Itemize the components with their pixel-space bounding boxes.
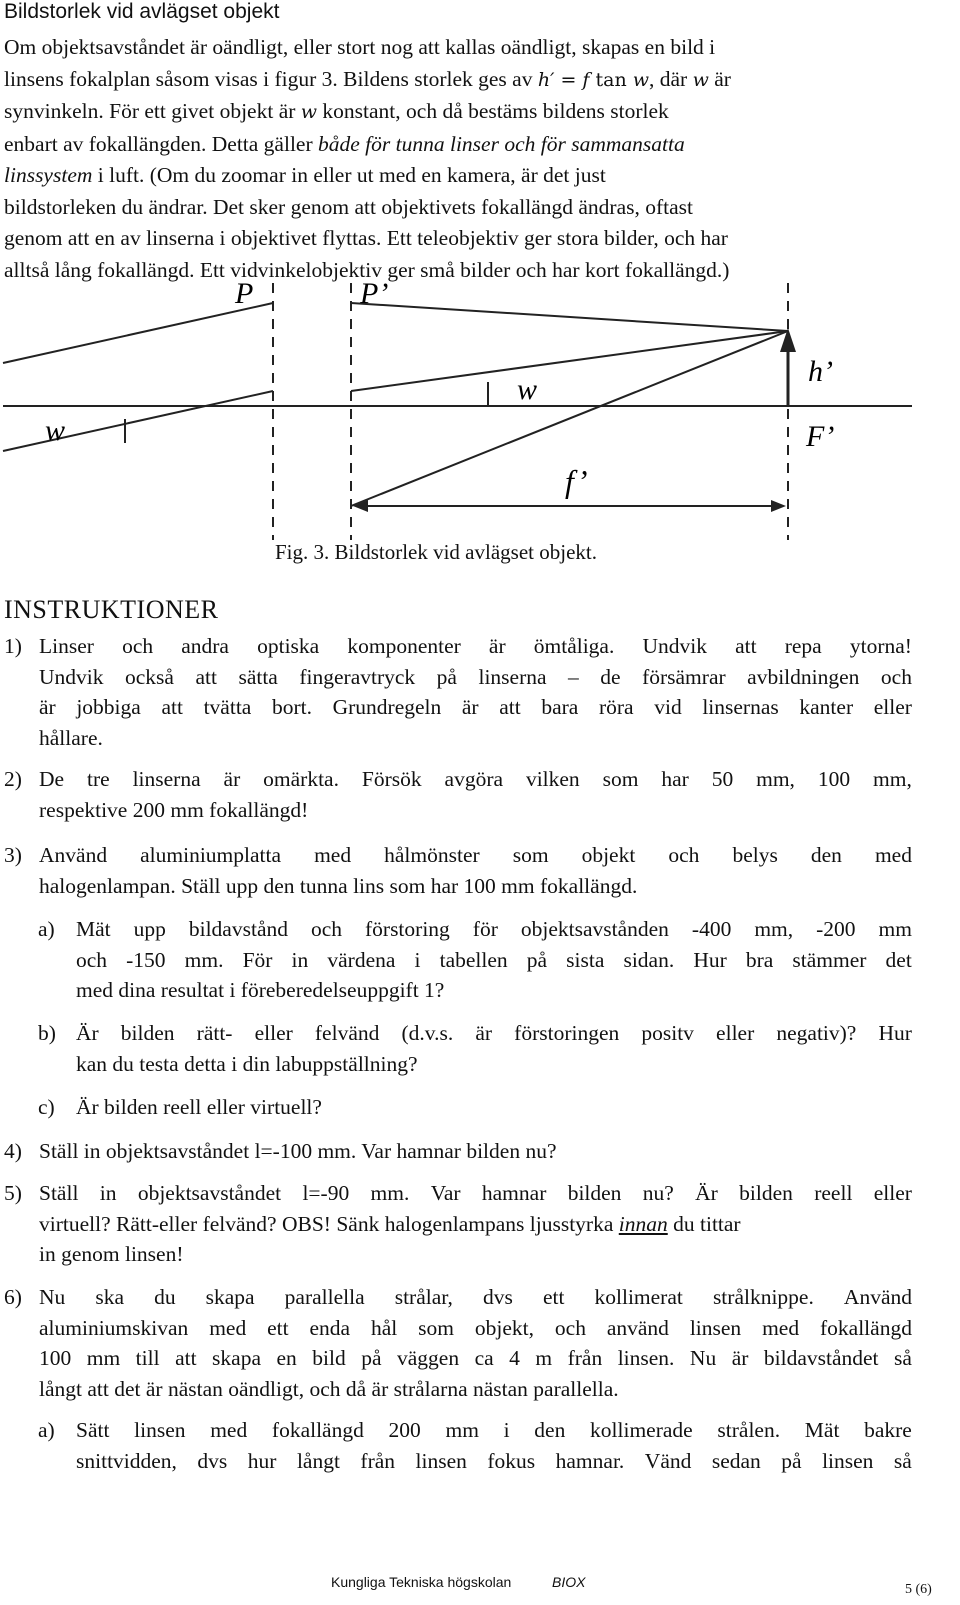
word: och [122,634,154,658]
word: -200 [816,917,856,941]
word: felvänd [314,1021,380,1045]
word: mm. [184,947,224,972]
word: mm. [370,1181,410,1205]
item-text [39,840,912,901]
item-line: med dina resultat i föreberedelseuppgift 1? [76,978,445,1002]
item-line [39,1313,912,1344]
word: aluminiumplatta [140,843,282,867]
item-text [39,1178,912,1270]
footer-course: BIOX [552,1574,586,1590]
formula-equals: = [554,68,583,91]
word: enda [309,1315,351,1340]
item-number: 6) [4,1285,22,1309]
word: Mät [804,1418,840,1442]
incoming-ray-lower [3,391,273,451]
word: är [39,695,56,719]
word: och [554,1315,586,1340]
word: m [535,1346,553,1370]
word: ett [267,1315,289,1340]
intro-text: , där [649,66,693,91]
word: strålknippe. [712,1285,814,1309]
word: på [361,1346,382,1370]
item-text-part: du tittar [667,1211,741,1236]
emphasis-innan: innan [618,1211,668,1236]
formula-f: f [582,68,590,91]
item-line: kan du testa detta i din labuppställning? [76,1051,418,1076]
word: linsen [689,1315,742,1340]
item-number: 5) [4,1181,22,1205]
word: bilden [739,1181,793,1205]
word: optiska [257,634,320,658]
word: bra [745,947,774,972]
intro-emphasis: både för tunna linser och för sammansatta [318,131,685,156]
word: så [894,1346,912,1370]
word: bild [312,1346,346,1370]
word: in [291,947,309,972]
word: från [567,1346,603,1370]
word: är [488,634,506,658]
word: (d.v.s. [401,1021,454,1045]
word: belys [732,843,778,867]
footer-organization: Kungliga Tekniska högskolan [331,1574,512,1590]
word: att [175,1346,197,1370]
word: för [472,917,498,941]
intro-line: bildstorleken du ändrar. Det sker genom att objektivets fokallängd ändras, oftast [4,194,694,219]
word: förstoringen [514,1021,620,1045]
word: sidan. [623,947,675,972]
word: mm, [873,767,912,791]
word: linsernas [702,695,779,719]
symbol-w: w [692,68,709,91]
intro-text: enbart av fokallängden. Detta gäller [4,131,318,156]
word: Använd [39,843,108,867]
item-number: 3) [4,843,22,867]
item-line [76,914,912,945]
word: röra [598,695,634,719]
formula-h: h′ [537,68,555,91]
word: bakre [864,1418,912,1442]
word: att [735,634,757,658]
item-number: a) [38,917,55,941]
item-line: in genom linsen! [39,1242,184,1266]
word: hamnar [481,1181,547,1205]
word: Hur [878,1021,912,1045]
word: linsen [415,1448,467,1473]
item-text [39,1282,912,1404]
word: För [242,947,273,972]
word: strålen. [717,1418,781,1442]
intro-text: linsens fokalplan såsom visas i figur 3. Bildens storlek ges av [4,66,538,91]
word: reell [814,1181,853,1205]
label-f-prime-focus: F’ [806,420,835,453]
word: aluminiumskivan [39,1315,189,1340]
word: att [499,695,521,719]
item-text [76,1092,912,1123]
item-text [76,914,912,1006]
word: -150 [126,947,166,972]
item-number: b) [38,1021,56,1045]
word: Är [695,1181,718,1205]
incoming-ray-upper [3,303,273,363]
word: med [210,1418,248,1442]
word: hål [370,1315,398,1340]
item-number: c) [38,1095,55,1119]
word: Mät [76,917,111,941]
symbol-w: w [300,101,318,123]
word: objekt [581,843,636,867]
intro-line [4,129,944,161]
item-line [76,1446,912,1477]
word: objekt, [474,1315,535,1340]
word: Linser [39,634,94,658]
word: parallella [284,1285,365,1309]
word: vilken [525,767,580,791]
word: Försök [361,767,422,791]
formula-tan: tan [589,68,633,91]
word: bilden [567,1181,622,1205]
word: hamnar. [555,1448,625,1473]
word: andra [181,634,229,658]
word: den [810,843,842,867]
word: linsen. [617,1346,675,1370]
word: du [154,1285,176,1309]
instructions-title: INSTRUKTIONER [4,595,219,624]
word: kanter [799,695,854,719]
item-line [76,945,912,976]
item-text [39,764,912,825]
word: den [534,1418,566,1442]
item-text [39,631,912,753]
word: eller [873,695,912,719]
word: med [314,843,352,867]
intro-text: synvinkeln. För ett givet objekt är [4,99,301,123]
label-p-prime: P’ [360,283,389,310]
word: tabellen [439,947,508,972]
word: hålmönster [384,843,480,867]
word: linserna [132,767,201,791]
word: har [661,767,689,791]
word: är [475,1021,493,1045]
word: de [600,664,621,689]
word: Nu [689,1346,717,1370]
intro-emphasis: linssystem [4,163,93,187]
intro-text: konstant, och då bestäms bildens storlek [317,99,669,123]
word: fokallängd [271,1418,364,1442]
dimension-arrowhead-right [771,500,786,512]
item-line: halogenlampan. Ställ upp den tunna lins som har 100 mm fokallängd. [39,873,638,898]
item-line: långt att det är nästan oändligt, och då är strålarna nästan parallella. [39,1376,619,1401]
intro-paragraph [4,32,944,286]
word: strålar, [394,1285,453,1309]
word: objektsavståndet [137,1181,282,1205]
intro-line [4,160,944,192]
word: jobbiga [76,695,141,719]
word: negativ)? [776,1021,857,1045]
word: Nu [39,1285,66,1309]
word: fokus [487,1448,536,1473]
word: skapa [212,1346,261,1370]
word: omärkta. [263,767,339,791]
word: bilden [120,1021,175,1045]
item-line [39,1209,912,1240]
word: bildavståndet [763,1346,879,1370]
item-number: a) [38,1418,55,1442]
item-line: Är bilden reell eller virtuell? [76,1095,322,1119]
word: ytorna! [849,634,912,658]
word: på [781,1448,802,1473]
item-line [76,1415,912,1446]
item-number: 1) [4,634,22,658]
item-text [76,1018,912,1079]
word: De [39,767,65,791]
word: från [360,1448,396,1473]
word: är [223,767,241,791]
word: snittvidden, [76,1448,177,1473]
word: upp [133,917,166,941]
word: och [310,917,343,941]
word: Ställ [39,1181,79,1205]
word: Hur [693,947,727,972]
word: – [568,664,579,689]
word: 100 [39,1346,72,1370]
word: linserna [478,664,547,689]
word: i [503,1418,510,1442]
word: är [461,695,479,719]
word: 200 [388,1418,421,1442]
word: Undvik [39,664,104,689]
intro-line [4,96,944,129]
word: Undvik [642,634,707,658]
formula-w: w [632,68,650,91]
label-h-prime: h’ [808,355,833,388]
word: ska [95,1285,125,1309]
word: ca [474,1346,494,1370]
word: 100 [817,767,851,791]
item-line [39,840,912,871]
word: hur [247,1448,277,1473]
word: Grundregeln [332,695,442,719]
item-line [39,764,912,795]
word: mm [445,1418,479,1442]
word: på [526,947,548,972]
item-number: 4) [4,1139,22,1163]
word: bara [541,695,579,719]
word: mm, [754,917,794,941]
intro-text: i luft. (Om du zoomar in eller ut med en kamera, är det just [92,163,606,187]
word: mm [86,1346,121,1370]
outgoing-ray-upper [351,303,788,331]
label-w-mid: w [517,373,538,406]
word: att [195,664,217,689]
intro-text: är [708,66,731,91]
word: bildavstånd [188,917,288,941]
word: med [762,1315,800,1340]
word: stämmer [792,947,867,972]
word: använd [606,1315,669,1340]
word: 50 [711,767,734,791]
word: som [418,1315,454,1340]
word: fingeravtryck [299,664,416,689]
word: också [125,664,174,689]
word: som [602,767,639,791]
word: mm, [756,767,795,791]
word: tre [86,767,110,791]
word: Sätt [76,1418,110,1442]
word: tvätta [203,695,252,719]
word: kollimerade [590,1418,693,1442]
word: fokallängd [820,1315,912,1340]
word: det [885,947,912,972]
word: en [276,1346,297,1370]
word: med [874,843,912,867]
item-line [39,631,912,662]
page-number: 5 (6) [905,1582,932,1597]
word: är [731,1346,749,1370]
word: ömtåliga. [533,634,615,658]
word: och [76,947,108,972]
word: vid [654,695,682,719]
item-line: respektive 200 mm fokallängd! [39,797,309,822]
item-text-part: virtuell? Rätt-eller felvänd? OBS! Sänk halogenlampans ljusstyrka [39,1211,619,1236]
item-line [39,1343,912,1374]
item-line: Ställ in objektsavståndet l=-100 mm. Var hamnar bilden nu? [39,1139,557,1163]
word: bort. [271,695,312,719]
intro-line [4,64,944,97]
word: l=-90 [302,1181,350,1205]
item-line [76,1018,912,1049]
word: att [161,695,183,719]
item-number: 2) [4,767,22,791]
optics-diagram [0,283,960,543]
word: så [893,1448,912,1473]
word: förstoring [365,917,450,941]
word: mm [878,917,912,941]
label-f-prime-length: f’ [565,463,588,499]
word: ett [542,1285,565,1309]
word: -400 [691,917,732,941]
word: avgöra [444,767,504,791]
word: i [414,947,421,972]
word: rätt- [196,1021,233,1045]
word: eller [716,1021,755,1045]
word: dvs [483,1285,513,1309]
word: in [99,1181,117,1205]
word: värdena [327,947,396,972]
word: kollimerat [594,1285,683,1309]
word: väggen [396,1346,460,1370]
intro-line: genom att en av linserna i objektivet flyttas. Ett teleobjektiv ger stora bilder, och har [4,226,728,250]
word: komponenter [347,634,461,658]
word: sätta [238,664,278,689]
word: eller [873,1181,912,1205]
word: nu? [642,1181,674,1205]
word: Använd [843,1285,912,1309]
word: objektsavstånden [520,917,669,941]
word: sista [566,947,605,972]
word: linsen [822,1448,874,1473]
item-line [39,692,912,723]
word: och [880,664,912,689]
word: och [668,843,700,867]
intro-line: alltså lång fokallängd. Ett vidvinkelobjektiv ger små bilder och har kort fokallängd.) [4,257,730,282]
section-heading: Bildstorlek vid avlägset objekt [4,0,280,23]
outgoing-ray-lower [351,331,788,391]
word: långt [296,1448,340,1473]
word: Var [430,1181,461,1205]
intro-line: Om objektsavståndet är oändligt, eller stort nog att kallas oändligt, skapas en bild i [4,35,716,59]
word: avbildningen [747,664,860,689]
word: positv [641,1021,694,1045]
word: dvs [197,1448,228,1473]
item-text [76,1415,912,1476]
word: på [436,664,457,689]
word: skapa [205,1285,255,1309]
word: repa [784,634,822,658]
item-line [39,1282,912,1313]
word: Är [76,1021,99,1045]
word: Vänd [644,1448,692,1473]
item-text [39,1136,912,1167]
item-line [39,662,912,693]
label-w-left: w [45,414,66,447]
label-p: P [235,283,254,310]
word: försämrar [642,664,726,689]
figure-caption: Fig. 3. Bildstorlek vid avlägset objekt. [275,540,597,564]
word: som [512,843,549,867]
item-line: hållare. [39,725,103,750]
word: linsen [134,1418,186,1442]
word: sedan [711,1448,761,1473]
item-line [39,1178,912,1209]
word: 4 [509,1346,520,1370]
word: med [209,1315,247,1340]
word: eller [254,1021,293,1045]
word: till [135,1346,160,1370]
